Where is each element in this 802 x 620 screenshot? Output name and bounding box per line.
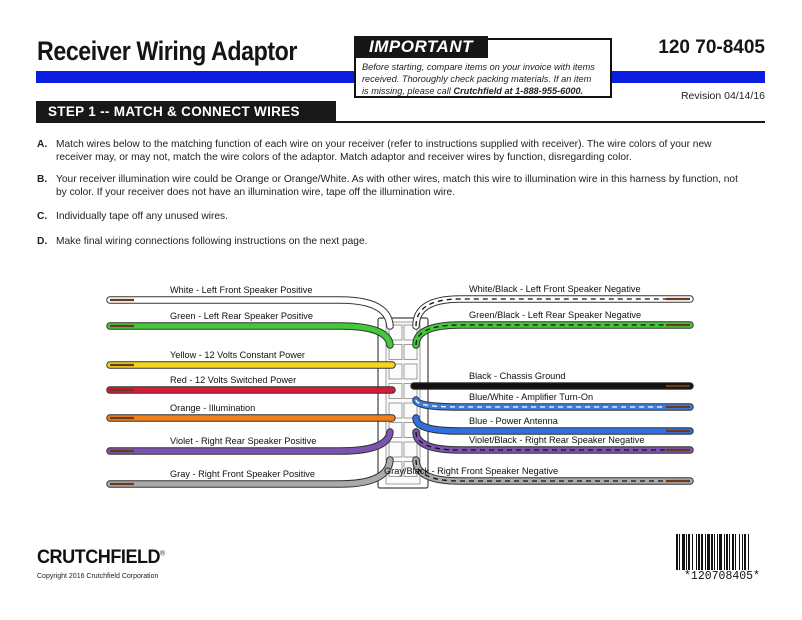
wire-label: Green - Left Rear Speaker Positive [170,311,313,321]
instruction-text: Individually tape off any unused wires. [56,211,228,222]
header-rule-right [612,71,765,83]
wire-violet-right-rear-speaker-positive [110,432,390,451]
instruction-d [37,235,747,248]
barcode [676,534,768,570]
wire-label: Violet/Black - Right Rear Speaker Negative [469,435,645,445]
barcode-bar [682,534,685,570]
important-line-2: received. Thoroughly check packing materials. If an item [362,74,592,84]
barcode-bar [688,534,690,570]
barcode-bar [714,534,715,570]
barcode-bar [742,534,743,570]
wire-label: White - Left Front Speaker Positive [170,285,313,295]
wire-black-chassis-ground [414,371,690,386]
wire-label: Blue/White - Amplifier Turn-On [469,392,594,402]
barcode-bar [726,534,728,570]
instruction-letter: A. [37,139,48,150]
important-line-1: Before starting, compare items on your invoice with items [362,62,595,72]
part-number: 120 70-8405 [658,37,765,58]
wire-label: Orange - Illumination [170,403,256,413]
barcode-bar [696,534,697,570]
left-wire-group [110,285,392,484]
wire-red-12-volts-switched-power [110,375,392,390]
wire-label: Gray/Black - Right Front Speaker Negative [384,466,559,476]
right-wire-group [384,284,690,481]
wire-gray-right-front-speaker-positive [110,460,390,484]
barcode-bar [676,534,678,570]
barcode-bar [719,534,722,570]
wire-orange-illumination [110,403,392,418]
barcode-bar [739,534,740,570]
barcode-bar [698,534,700,570]
wire-label: White/Black - Left Front Speaker Negative [469,284,641,294]
registered-mark: ® [160,550,165,558]
barcode-bar [705,534,706,570]
wiring-diagram [0,270,802,500]
wire-yellow-12-volts-constant-power [110,350,392,365]
important-phone: Crutchfield at 1-888-955-6000. [453,86,584,96]
wire-label: Black - Chassis Ground [469,371,566,381]
barcode-bar [711,534,713,570]
wire-label: Green/Black - Left Rear Speaker Negative [469,310,642,320]
barcode-bar [707,534,710,570]
document-title: Receiver Wiring Adaptor [37,36,298,66]
wire-label: Violet - Right Rear Speaker Positive [170,436,317,446]
step-rule [36,121,765,123]
important-line-3-prefix: is missing, please call [362,86,454,96]
important-line-3 [362,85,608,97]
barcode-bar [701,534,703,570]
wire-label: Gray - Right Front Speaker Positive [170,469,316,479]
wire-green-black-left-rear-speaker-negative [416,310,690,345]
wire-label: Yellow - 12 Volts Constant Power [170,350,305,360]
important-heading: IMPORTANT [354,36,488,58]
instruction-c [37,210,747,223]
instruction-letter: C. [37,211,48,222]
wire-label: Red - 12 Volts Switched Power [170,375,297,385]
important-text [362,61,608,97]
instruction-text: Your receiver illumination wire could be Orange or Orange/White. As with other wires, match this wire to illumination wire in this harness by function, not by color. If your receiver does not have an illumination wire, tape off the illumination wire. [56,174,738,198]
logo-text: CRUTCHFIELD [37,547,161,568]
wire-blue-white-amplifier-turn-on [416,392,690,407]
wire-green-left-rear-speaker-positive [110,311,390,345]
copyright-text: Copyright 2016 Crutchfield Corporation [37,573,159,580]
barcode-bar [692,534,693,570]
barcode-bar [744,534,746,570]
wire-label: Blue - Power Antenna [469,416,558,426]
revision-date: Revision 04/14/16 [680,90,765,102]
instruction-text: Make final wiring connections following instructions on the next page. [56,236,368,247]
barcode-bar [735,534,736,570]
wire-blue-power-antenna [416,416,690,431]
barcode-bar [732,534,734,570]
instruction-text: Match wires below to the matching function of each wire on your receiver (refer to instructions supplied with receiver). The wire colors of your new receiver may, or may not, match the wire colors of the adaptor. Match adaptor and receiver wires by function, disregarding color. [56,139,712,163]
barcode-bar [679,534,680,570]
barcode-bar [748,534,749,570]
barcode-bar [686,534,687,570]
instruction-letter: D. [37,236,48,247]
crutchfield-logo [37,547,165,569]
barcode-bar [717,534,718,570]
instruction-a [37,138,747,164]
header-rule-left [36,71,354,83]
step-heading: STEP 1 -- MATCH & CONNECT WIRES [36,101,336,123]
instruction-letter: B. [37,174,48,185]
instruction-b [37,173,747,199]
barcode-number: *120708405* [684,570,760,583]
barcode-bar [724,534,725,570]
wire-gray-black-right-front-speaker-negative [384,460,690,481]
barcode-bar [729,534,730,570]
